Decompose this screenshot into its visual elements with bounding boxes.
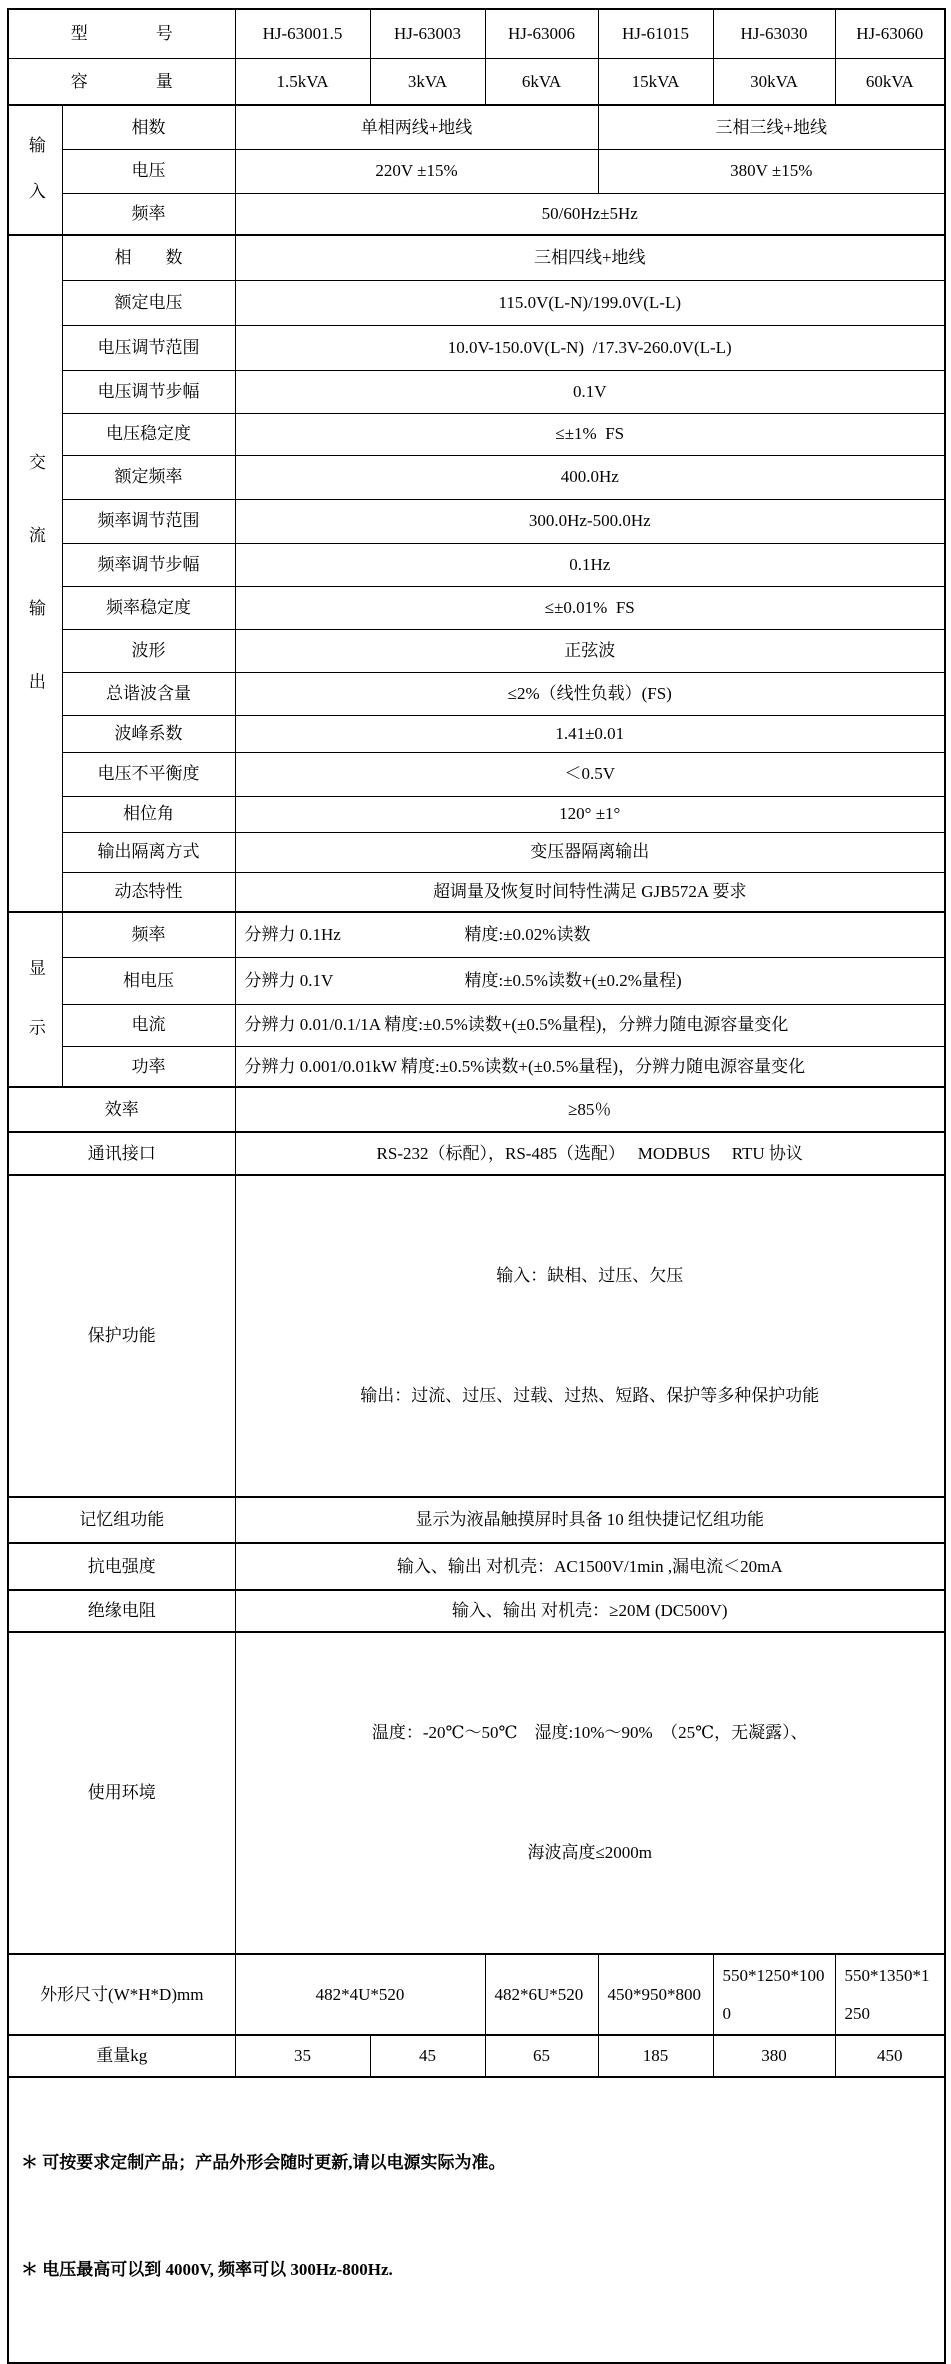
spec-row-value: 分辨力 0.01/0.1/1A 精度:±0.5%读数+(±0.5%量程)，分辨力随电源容量变化	[235, 1004, 945, 1046]
weight-cell: 380	[713, 2035, 835, 2077]
weight-cell: 185	[598, 2035, 713, 2077]
input-group-label-text: 输入	[25, 135, 45, 228]
input-freq-label: 频率	[62, 193, 235, 235]
input-phase-label: 相数	[62, 105, 235, 149]
spec-row-value	[235, 957, 945, 1004]
spec-row-label: 总谐波含量	[62, 672, 235, 715]
spec-row-value: ≤2%（线性负载）(FS)	[235, 672, 945, 715]
display-group-label-text: 显示	[25, 958, 45, 1078]
capacity-cell: 15kVA	[598, 58, 713, 105]
spec-row-value: 300.0Hz-500.0Hz	[235, 499, 945, 543]
model-cell: HJ-63006	[485, 9, 598, 58]
input-phase-single-cell: 单相两线+地线	[235, 105, 598, 149]
input-voltage-label: 电压	[62, 149, 235, 193]
capacity-row-label: 容 量	[8, 58, 235, 105]
spec-row-label: 电压不平衡度	[62, 752, 235, 796]
model-cell: HJ-63001.5	[235, 9, 370, 58]
spec-row-value: 三相四线+地线	[235, 235, 945, 280]
dimension-cell: 450*950*800	[598, 1954, 713, 2035]
spec-row-value: 输入、输出 对机壳：≥20M (DC500V)	[235, 1590, 945, 1632]
spec-table	[7, 8, 946, 2364]
footnote-voltage: ＊ 电压最高可以到 4000V, 频率可以 300Hz-800Hz.	[21, 2260, 393, 2279]
input-voltage-three-cell: 380V ±15%	[598, 149, 945, 193]
spec-row-value: 0.1V	[235, 370, 945, 413]
input-freq-value-cell: 50/60Hz±5Hz	[235, 193, 945, 235]
spec-row-value: ≤±0.01% FS	[235, 586, 945, 629]
input-group-label	[8, 105, 62, 235]
dimension-cell: 550*1250*1000	[713, 1954, 835, 2035]
spec-row-label: 保护功能	[8, 1175, 235, 1497]
model-cell: HJ-61015	[598, 9, 713, 58]
spec-row-value: 显示为液晶触摸屏时具备 10 组快捷记忆组功能	[235, 1497, 945, 1543]
capacity-cell: 6kVA	[485, 58, 598, 105]
accuracy-text: 精度:±0.5%读数+(±0.2%量程)	[464, 970, 682, 990]
input-voltage-single-cell: 220V ±15%	[235, 149, 598, 193]
resolution-text: 分辨力 0.1Hz	[244, 925, 341, 945]
spec-row-value: 输入、输出 对机壳：AC1500V/1min ,漏电流＜20mA	[235, 1543, 945, 1590]
spec-row-label: 电压稳定度	[62, 413, 235, 455]
spec-row-label: 波峰系数	[62, 715, 235, 752]
footnotes	[8, 2077, 945, 2363]
spec-row-label: 使用环境	[8, 1632, 235, 1954]
capacity-cell: 60kVA	[835, 58, 945, 105]
capacity-cell: 3kVA	[370, 58, 485, 105]
protection-input-line: 输入：缺相、过压、欠压	[496, 1266, 684, 1285]
weight-cell: 450	[835, 2035, 945, 2077]
spec-row-label: 电流	[62, 1004, 235, 1046]
spec-row-label: 频率	[62, 912, 235, 957]
protection-output-line: 输出：过流、过压、过载、过热、短路、保护等多种保护功能	[360, 1386, 820, 1405]
spec-row-value: 115.0V(L-N)/199.0V(L-L)	[235, 280, 945, 325]
spec-row-value: ≤±1% FS	[235, 413, 945, 455]
spec-row-label: 抗电强度	[8, 1543, 235, 1590]
spec-row-label: 相位角	[62, 796, 235, 832]
spec-row-label: 输出隔离方式	[62, 832, 235, 872]
model-cell: HJ-63030	[713, 9, 835, 58]
weight-cell: 45	[370, 2035, 485, 2077]
dimension-cell: 550*1350*1250	[835, 1954, 945, 2035]
spec-row-value: 400.0Hz	[235, 455, 945, 499]
spec-row-value: 0.1Hz	[235, 543, 945, 586]
spec-row-value: 正弦波	[235, 629, 945, 672]
spec-row-value: ≥85％	[235, 1087, 945, 1132]
dimension-cell: 482*4U*520	[235, 1954, 485, 2035]
spec-row-label: 波形	[62, 629, 235, 672]
ac-output-group-label	[8, 235, 62, 912]
capacity-cell: 1.5kVA	[235, 58, 370, 105]
model-row-label: 型 号	[8, 9, 235, 58]
spec-row-value: 10.0V-150.0V(L-N) /17.3V-260.0V(L-L)	[235, 325, 945, 370]
spec-row-label: 额定电压	[62, 280, 235, 325]
dimensions-row-label: 外形尺寸(W*H*D)mm	[8, 1954, 235, 2035]
model-cell: HJ-63003	[370, 9, 485, 58]
spec-row-value: 变压器隔离输出	[235, 832, 945, 872]
spec-row-value	[235, 1175, 945, 1497]
spec-row-label: 绝缘电阻	[8, 1590, 235, 1632]
input-phase-three-cell: 三相三线+地线	[598, 105, 945, 149]
spec-row-value: 超调量及恢复时间特性满足 GJB572A 要求	[235, 872, 945, 912]
spec-row-value	[235, 912, 945, 957]
spec-row-label: 频率调节步幅	[62, 543, 235, 586]
resolution-text: 分辨力 0.1V	[244, 970, 334, 990]
spec-row-value: ＜0.5V	[235, 752, 945, 796]
environment-altitude-line: 海波高度≤2000m	[527, 1843, 653, 1862]
weight-cell: 35	[235, 2035, 370, 2077]
ac-output-group-label-text: 交流输出	[25, 452, 45, 746]
spec-row-label: 效率	[8, 1087, 235, 1132]
spec-row-label: 记忆组功能	[8, 1497, 235, 1543]
spec-row-label: 电压调节步幅	[62, 370, 235, 413]
environment-temp-line: 温度：-20℃～50℃ 湿度:10%～90% （25℃，无凝露）、	[371, 1723, 808, 1742]
spec-row-label: 额定频率	[62, 455, 235, 499]
spec-row-label: 频率稳定度	[62, 586, 235, 629]
spec-row-label: 功率	[62, 1046, 235, 1087]
spec-row-label: 通讯接口	[8, 1132, 235, 1175]
display-group-label	[8, 912, 62, 1087]
model-cell: HJ-63060	[835, 9, 945, 58]
spec-row-label: 频率调节范围	[62, 499, 235, 543]
spec-row-value: 120° ±1°	[235, 796, 945, 832]
spec-row-label: 动态特性	[62, 872, 235, 912]
weight-cell: 65	[485, 2035, 598, 2077]
spec-row-label: 电压调节范围	[62, 325, 235, 370]
footnote-custom: ＊ 可按要求定制产品；产品外形会随时更新,请以电源实际为准。	[21, 2153, 506, 2172]
weight-row-label: 重量kg	[8, 2035, 235, 2077]
spec-row-label: 相 数	[62, 235, 235, 280]
spec-row-value: 1.41±0.01	[235, 715, 945, 752]
spec-row-value	[235, 1632, 945, 1954]
spec-row-label: 相电压	[62, 957, 235, 1004]
accuracy-text: 精度:±0.02%读数	[464, 925, 591, 945]
dimension-cell: 482*6U*520	[485, 1954, 598, 2035]
capacity-cell: 30kVA	[713, 58, 835, 105]
spec-row-value: 分辨力 0.001/0.01kW 精度:±0.5%读数+(±0.5%量程)，分辨力随电源容量变化	[235, 1046, 945, 1087]
spec-row-value: RS-232（标配），RS-485（选配） MODBUS RTU 协议	[235, 1132, 945, 1175]
